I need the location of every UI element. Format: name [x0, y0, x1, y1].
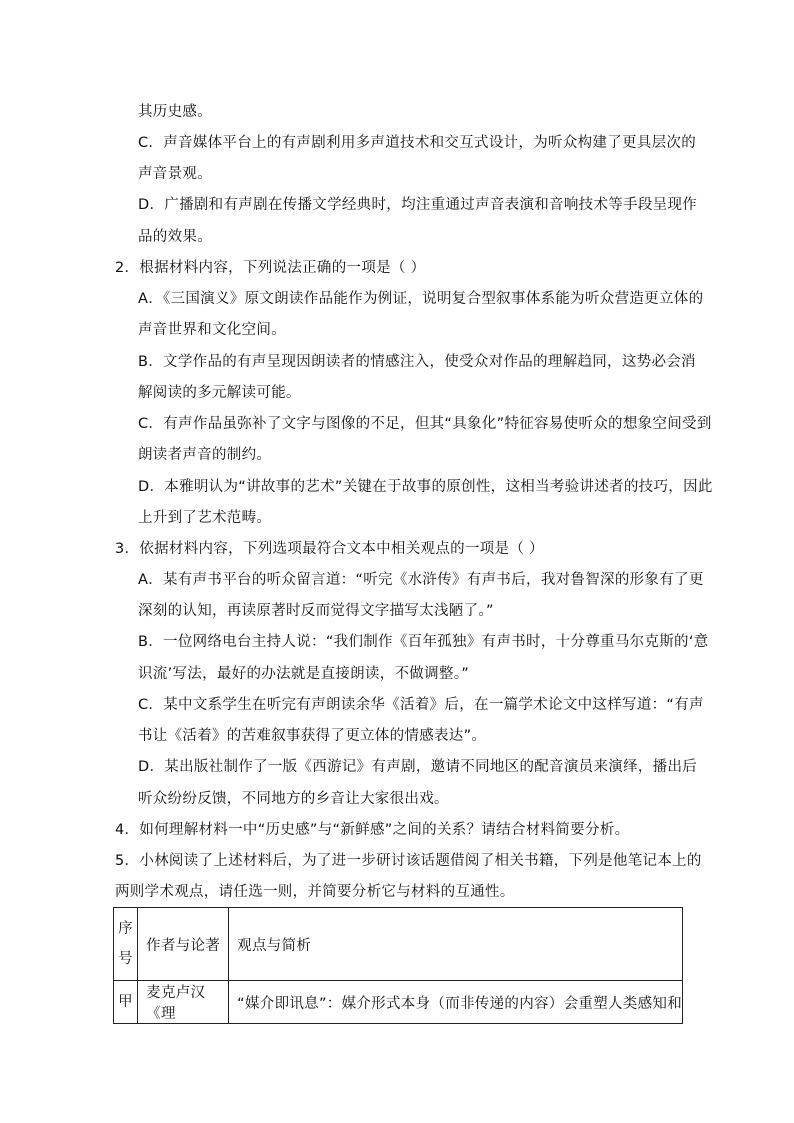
header-index [114, 908, 138, 981]
text-line: 上升到了艺术范畴。 [138, 510, 272, 526]
question-4: 4．如何理解材料一中“历史感”与“新鲜感”之间的关系？请结合材料简要分析。 [115, 822, 630, 838]
option-c: C．某中文系学生在听完有声朗读余华《活着》后，在一篇学术论文中这样写道：“有声 [138, 697, 704, 713]
row-viewpoint: “媒介即讯息”：媒介形式本身（而非传递的内容）会重塑人类感知和 [229, 981, 683, 1024]
text-line: 两则学术观点，请任选一则，并简要分析它与材料的互通性。 [115, 884, 515, 900]
option-d: D．本雅明认为“讲故事的艺术”关键在于故事的原创性，这相当考验讲述者的技巧，因此 [138, 479, 713, 495]
option-c: C．声音媒体平台上的有声剧利用多声道技术和交互式设计，为听众构建了更具层次的 [138, 135, 697, 151]
header-author: 作者与论著 [138, 908, 229, 981]
row-index: 甲 [114, 981, 138, 1024]
option-a: A．某有声书平台的听众留言道：“听完《水浒传》有声书后，我对鲁智深的形象有了更 [138, 572, 704, 588]
question-2: 2．根据材料内容，下列说法正确的一项是（ ） [115, 260, 426, 276]
table-header-row [114, 908, 683, 981]
viewpoint-table [113, 907, 683, 1024]
question-3: 3．依据材料内容，下列选项最符合文本中相关观点的一项是（ ） [115, 541, 544, 557]
header-viewpoint: 观点与简析 [229, 908, 683, 981]
option-d: D．某出版社制作了一版《西游记》有声剧，邀请不同地区的配音演员来演绎，播出后 [138, 759, 698, 775]
text-line: 品的效果。 [138, 229, 212, 245]
text-line: 识流’写法，最好的办法就是直接朗读，不做调整。” [138, 666, 470, 682]
text-line: 解阅读的多元解读可能。 [138, 385, 301, 401]
text-line: 书让《活着》的苦难叙事获得了更立体的情感表达”。 [138, 728, 487, 744]
text-line: 其历史感。 [138, 104, 212, 120]
text-line: 声音景观。 [138, 166, 212, 182]
row-author: 麦克卢汉《理 [138, 981, 229, 1024]
text-line: 声音世界和文化空间。 [138, 322, 286, 338]
option-a: A．《三国演义》原文朗读作品能作为例证，说明复合型叙事体系能为听众营造更立体的 [138, 291, 704, 307]
text-line: 朗读者声音的制约。 [138, 447, 272, 463]
option-b: B．一位网络电台主持人说：“我们制作《百年孤独》有声书时，十分尊重马尔克斯的‘意 [138, 634, 709, 650]
option-b: B．文学作品的有声呈现因朗读者的情感注入，使受众对作品的理解趋同，这势必会消 [138, 354, 696, 370]
text-line: 深刻的认知，再读原著时反而觉得文字描写太浅陋了。” [138, 603, 494, 619]
text-line: 听众纷纷反馈，不同地方的乡音让大家很出戏。 [138, 791, 449, 807]
question-5: 5．小林阅读了上述材料后，为了进一步研讨该话题借阅了相关书籍，下列是他笔记本上的 [115, 853, 702, 869]
table-row [114, 981, 683, 1024]
header-index-bottom: 号 [118, 951, 133, 967]
header-index-top: 序 [118, 921, 133, 937]
option-c: C．有声作品虽弥补了文字与图像的不足，但其“具象化”特征容易使听众的想象空间受到 [138, 416, 712, 432]
option-d: D．广播剧和有声剧在传播文学经典时，均注重通过声音表演和音响技术等手段呈现作 [138, 197, 698, 213]
